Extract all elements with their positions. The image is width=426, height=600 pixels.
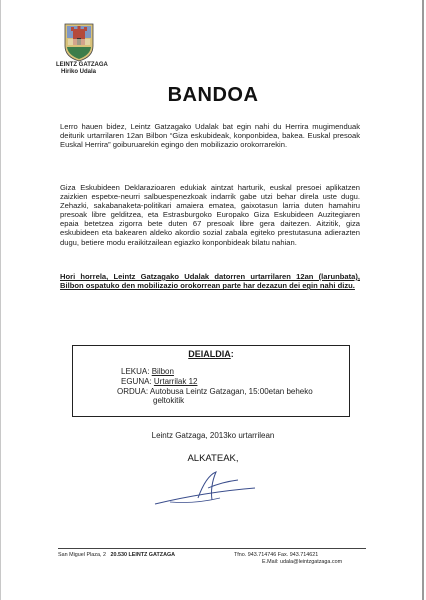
footer-email: E.Mail: udala@leintzgatzaga.com <box>262 559 343 565</box>
org-subtitle: Hiriko Udala <box>61 69 97 75</box>
ordua-row <box>117 387 337 405</box>
place-date: Leintz Gatzaga, 2013ko urtarrilean <box>151 431 275 440</box>
lekua-row <box>121 367 174 376</box>
ordua-value: Autobusa Leintz Gatzagan, 15:00etan beheko <box>149 387 313 396</box>
paragraph-call: Hori horrela, Leintz Gatzagako Udalak datorren urtarrilaren 12an (larunbata), Bilbon ospatuko den mobilizazio orokorrean parte har dezazun dei egin nahi dizu. <box>60 272 360 291</box>
paragraph-body: Giza Eskubideen Deklarazioaren edukiak aintzat harturik, euskal presoei aplikatzen zaizkien espetxe-neurri salbuespenezkoak indarrik gabe utzi behar direla uste dugu. Zehazki, sakabanaketa-politikari amaiera ematea, gaixotasun larria duten hamahiru presoak libre gelditzea, eta Estrasburgoko Europako Giza Eskubideen Auzitegiaren epaia betetzea zigorra bete duten 67 presoak libre gera daitezen. Aitzitik, giza eskubideen eta bakearen aldeko akordio sozial zabala egiteko prestutasuna adierazten dugu, betiere modu eraikitzailean egiazko konponbideak bilatu nahian. <box>60 183 360 247</box>
footer-postal: 20.530 LEINTZ GATZAGA <box>110 552 176 558</box>
eguna-label: EGUNA: <box>121 377 152 386</box>
lekua-label: LEKUA: <box>121 367 150 376</box>
footer-divider <box>58 548 366 549</box>
ordua-label: ORDUA: <box>117 387 149 396</box>
eguna-value: Urtarrilak 12 <box>153 377 198 386</box>
paragraph-intro: Lerro hauen bidez, Leintz Gatzagako Udalak bat egin nahi du Herrira mugimenduak deiturik urtarrilaren 12an Bilbon “Giza eskubideak, konponbidea, bakea. Euskal presoak Euskal Herrira” goiburuarekin egingo den mobilizazio orokorrarekin. <box>60 122 360 150</box>
town-coat-of-arms-icon <box>64 22 94 62</box>
dealdia-title: DEIALDIA: <box>188 349 234 359</box>
footer-phone: Tfno. 943.714746 Fax. 943.714621 <box>234 552 319 558</box>
dealdia-box <box>72 345 350 417</box>
org-name: LEINTZ GATZAGA <box>56 62 108 68</box>
footer-address: San Miguel Plaza, 2 20.530 LEINTZ GATZAGA <box>58 552 176 558</box>
eguna-row <box>121 377 197 386</box>
lekua-value: Bilbon <box>151 367 174 376</box>
signature-icon <box>150 468 260 510</box>
ordua-value-continued: geltokitik <box>153 396 185 405</box>
document-title: BANDOA <box>167 84 259 106</box>
signer-label: ALKATEAK, <box>187 453 239 464</box>
